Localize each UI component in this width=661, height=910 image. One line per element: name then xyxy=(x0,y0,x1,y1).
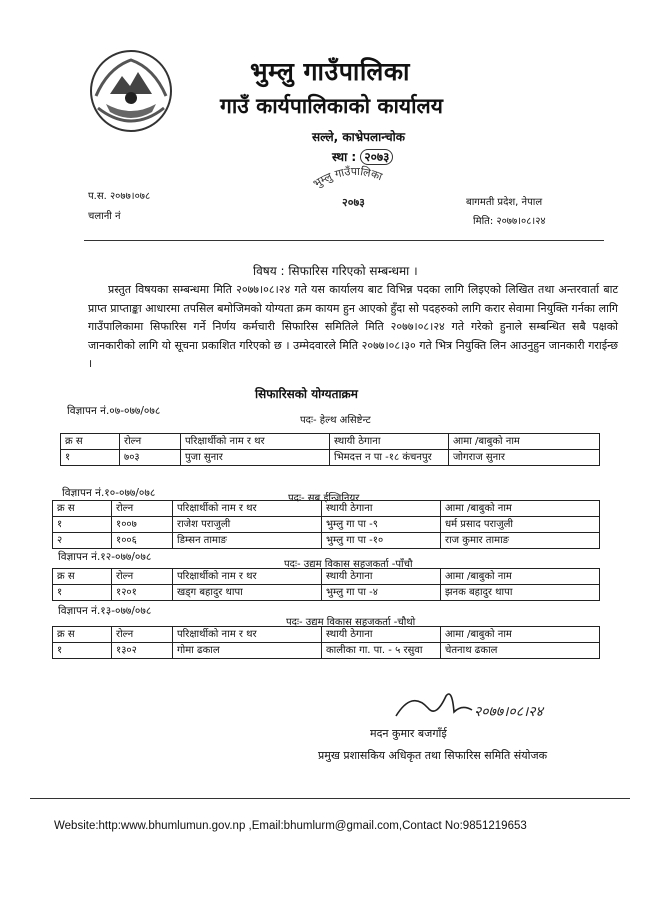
table-row: २ १००६ डिम्सन तामाङ भुम्लु गा पा -१० राज कुमार तामाङ xyxy=(53,533,600,549)
table-header-row xyxy=(61,434,600,450)
signatory-title: प्रमुख प्रशासकिय अधिकृत तथा सिफारिस समिति संयोजक xyxy=(318,749,548,762)
candidate-table xyxy=(52,500,600,549)
table-row: १ १३०२ गोमा ढकाल कालीका गा. पा. - ५ रसुवा चेतनाथ ढकाल xyxy=(53,643,600,659)
col-sn: क्र स xyxy=(61,434,120,450)
col-parent: आमा /बाबुको नाम xyxy=(449,434,600,450)
section-title: सिफारिसको योग्यताक्रम xyxy=(255,387,358,401)
post-title: पदः- सब ईन्जिनियर xyxy=(288,493,360,504)
established-year: २०७३ xyxy=(360,149,393,165)
svg-text:भुम्लु गाउँपालिका: भुम्लु गाउँपालिका xyxy=(310,164,385,191)
table-header-row: क्र स रोल्न परिक्षार्थीको नाम र थर स्थायी ठेगाना आमा /बाबुको नाम xyxy=(53,569,600,585)
signatory-name: मदन कुमार बजगाँई xyxy=(370,727,447,740)
subject-line: विषय : सिफारिस गरिएको सम्बन्धमा । xyxy=(253,264,418,278)
svg-text:२०७७।०८।२४: २०७७।०८।२४ xyxy=(474,704,543,720)
col-name: परिक्षार्थीको नाम र थर xyxy=(181,434,330,450)
table-header-row: क्र स रोल्न परिक्षार्थीको नाम र थर स्थायी ठेगाना आमा /बाबुको नाम xyxy=(53,627,600,643)
office-address: सल्ले, काभ्रेपलान्चोक xyxy=(312,130,405,144)
notice-body-text: प्रस्तुत विषयका सम्बन्धमा मिति २०७७।०८।२४ गते यस कार्यालय बाट विभिन्न पदका लागि लिइएको लिखित तथा अन्तरवार्ता बाट प्राप्त प्राप्ताङ्का आधारमा तपसिल बमोजिमको योग्यता क्रम कायम हुन आएको हुँदा सो पदहरुको लागि करार सेवामा नियुक्ति गर्नका लागि गाउँपालिकामा सिफारिस गर्ने निर्णय कर्मचारी सिफारिस समितिले मिति २०७७।०८।२४ गते गरेको हुनाले सम्बन्धित सबै पक्षको जानकारीको लागि यो सूचना प्रकाशित गरिएको छ । उम्मेदवारले मिति २०७७।०८।३० गते भित्र नियुक्ति लिन आउनुहुन जानकारी गराईन्छ । xyxy=(88,283,618,370)
table-row: १ १००७ राजेश पराजुली भुम्लु गा पा -९ धर्म प्रसाद पराजुली xyxy=(53,517,600,533)
dispatch-number: चलानी नं xyxy=(88,211,121,222)
nepal-emblem-logo xyxy=(88,48,174,134)
notice-body xyxy=(88,281,618,374)
office-stamp xyxy=(310,158,400,210)
candidate-table xyxy=(52,568,600,601)
advert-number: विज्ञापन नं.१३-०७७/०७८ xyxy=(58,605,152,617)
reference-number: प.स. २०७७।०७८ xyxy=(88,191,151,202)
candidate-table xyxy=(60,433,600,466)
post-title: पदः- उद्यम विकास सहजकर्ता -पाँचौ xyxy=(284,559,413,570)
advert-number: विज्ञापन नं.१२-०७७/०७८ xyxy=(58,551,152,563)
province-label: बागमती प्रदेश, नेपाल xyxy=(466,197,543,208)
col-address: स्थायी ठेगाना xyxy=(330,434,449,450)
established-label: स्था : xyxy=(332,150,357,164)
table-header-row: क्र स रोल्न परिक्षार्थीको नाम र थर स्थायी ठेगाना आमा /बाबुको नाम xyxy=(53,501,600,517)
table-row: १ १२०१ खड्ग बहादुर थापा भुम्लु गा पा -४ झनक बहादुर थापा xyxy=(53,585,600,601)
handwritten-signature xyxy=(392,686,562,726)
footer-divider xyxy=(30,798,630,799)
candidate-table xyxy=(52,626,600,659)
office-title: भुम्लु गाउँपालिका xyxy=(250,57,411,86)
post-title: पदः- हेल्थ असिष्टेन्ट xyxy=(300,415,371,426)
advert-number: विज्ञापन नं.०७-०७७/०७८ xyxy=(67,405,161,417)
advert-number: विज्ञापन नं.१०-०७७/०७८ xyxy=(62,487,156,499)
footer-contact: Website:http:www.bhumlumun.gov.np ,Email:bhumlurm@gmail.com,Contact No:9851219653 xyxy=(54,820,527,832)
header-divider xyxy=(84,240,604,241)
svg-text:२०७३: २०७३ xyxy=(342,196,365,209)
letter-date: मिति: २०७७।०८।२४ xyxy=(473,216,546,227)
table-row: १ ७०३ पुजा सुनार भिमदत्त न पा -१८ कंचनपुर जोगराज सुनार xyxy=(61,450,600,466)
post-title: पदः- उद्यम विकास सहजकर्ता -चौथो xyxy=(286,617,416,628)
office-subtitle: गाउँ कार्यपालिकाको कार्यालय xyxy=(220,94,443,118)
col-roll: रोल्न xyxy=(120,434,181,450)
